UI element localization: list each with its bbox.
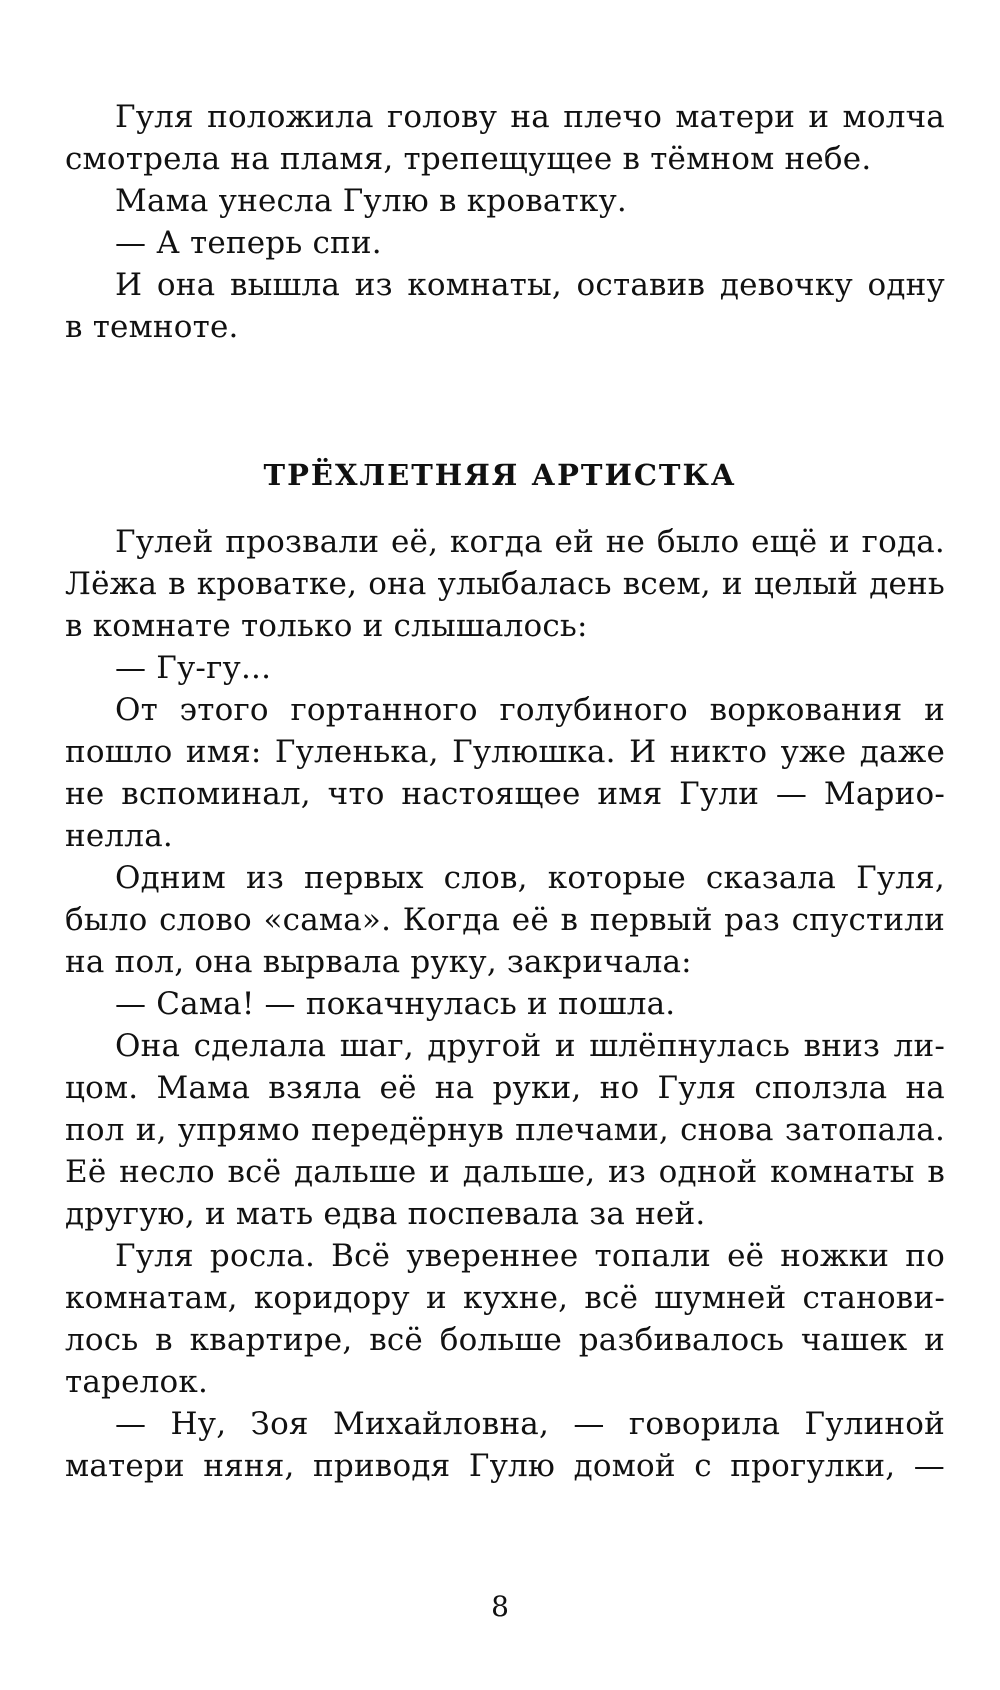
text-line: лось в квартире, всё больше разбивалось чашек и (65, 1322, 945, 1358)
text-line: От этого гортанного голубиного воркования и (115, 692, 945, 728)
text-line: Одним из первых слов, которые сказала Гуля, (115, 860, 945, 896)
text-line: не вспоминал, что настоящее имя Гули — Марио- (65, 776, 945, 812)
text-line: смотрела на пламя, трепещущее в тёмном небе. (65, 141, 872, 177)
text-line: И она вышла из комнаты, оставив девочку одну (115, 267, 945, 303)
text-line: в комнате только и слышалось: (65, 608, 588, 644)
text-line: цом. Мама взяла её на руки, но Гуля сползла на (65, 1070, 945, 1106)
text-line: Гулей прозвали её, когда ей не было ещё и года. (115, 524, 945, 560)
text-line: Её несло всё дальше и дальше, из одной комнаты в (65, 1154, 945, 1190)
text-line: Мама унесла Гулю в кроватку. (115, 183, 627, 219)
text-line: в темноте. (65, 309, 239, 345)
text-line: на пол, она вырвала руку, закричала: (65, 944, 692, 980)
text-line: другую, и мать едва поспевала за ней. (65, 1196, 706, 1232)
text-line: пол и, упрямо передёрнув плечами, снова затопала. (65, 1112, 945, 1148)
text-line: нелла. (65, 818, 173, 854)
text-line: — Сама! — покачнулась и пошла. (115, 986, 676, 1022)
text-line: Гуля положила голову на плечо матери и молча (115, 99, 945, 135)
text-line: комнатам, коридору и кухне, всё шумней станови- (65, 1280, 945, 1316)
page-number: 8 (491, 1590, 509, 1623)
text-line: пошло имя: Гуленька, Гулюшка. И никто уже даже (65, 734, 945, 770)
text-line: Лёжа в кроватке, она улыбалась всем, и целый день (65, 566, 945, 602)
text-line: — Гу-гу... (115, 650, 272, 686)
text-line: тарелок. (65, 1364, 209, 1400)
text-line: Она сделала шаг, другой и шлёпнулась вниз ли- (115, 1028, 945, 1064)
text-line: — А теперь спи. (115, 225, 382, 261)
chapter-title: ТРЁХЛЕТНЯЯ АРТИСТКА (263, 458, 737, 492)
text-line: матери няня, приводя Гулю домой с прогулки, — (65, 1448, 945, 1484)
text-line: было слово «сама». Когда её в первый раз спустили (65, 902, 945, 938)
text-line: — Ну, Зоя Михайловна, — говорила Гулиной (115, 1406, 945, 1442)
text-line: Гуля росла. Всё увереннее топали её ножки по (115, 1238, 945, 1274)
